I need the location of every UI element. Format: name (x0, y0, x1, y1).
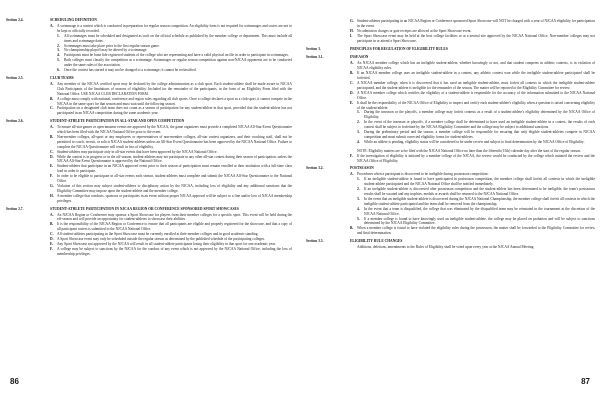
item-marker: A. (50, 125, 54, 130)
item-marker: E. (50, 164, 54, 169)
item-marker: 3. (357, 196, 360, 201)
list-item (350, 101, 595, 111)
section-body (350, 239, 595, 250)
item-marker: F. (50, 246, 53, 251)
item-marker: 4. (357, 139, 360, 144)
item-text: During the preliminary period and the season, a member college will be responsible for ensuring that only eligible student-athletes compete in NJCAA competition and must submit corrected eligibility forms for student-athletes. (364, 130, 595, 139)
section-number: Section 2.5. (6, 75, 24, 80)
item-text: Participation on a designated club team does not count as a season of participation for any student-athlete in that sport, provided that the student-athlete has not participated in an NJCAA competition during the same academic year. (57, 106, 292, 116)
item-text: All student-athletes participating in the Sport Showcase must be currently enrolled at their member colleges and in good academic standing. (57, 232, 259, 237)
list-item (350, 71, 595, 81)
section-block (306, 18, 595, 44)
section-body (350, 55, 595, 144)
section-title: STUDENT-ATHLETE PARTICIPATION IN ALL-STAR AND OPEN COMPETITION (50, 119, 185, 124)
section-number: Section 3.2. (306, 166, 324, 171)
list-item (50, 125, 292, 135)
list-item (50, 222, 292, 232)
section-number: Section 2.4. (6, 18, 24, 22)
sub-item (350, 140, 595, 145)
item-text: Any member of the NJCAA certified sport may be declared by the college administration as a club sport. Each student-athlete shall be made aware to NJCAA Club Participants of the limitations of seasons of eligibility. Included for the remainder of the participants, in the form of an Eligibility Form filed with the National Office. USE NJCAA CLUB DECLARATION FORM. (57, 81, 292, 96)
item-text: Once the contest has started it may not be changed to a scrimmage; it cannot be reclassified. (64, 68, 197, 73)
item-text: If an NJCAA member college uses an ineligible student-athlete in a contest, any athletic contest won while the ineligible student-athlete participated shall be forfeited. (357, 71, 595, 81)
list-item (50, 247, 292, 257)
item-marker: 1. (57, 33, 60, 38)
item-text: Procedures when a participant is discovered to be ineligible during postseason competition: (357, 172, 489, 177)
item-text: A scrimmage is a contest which is conducted in preparation for regular season competition. An eligibility form is not required for scrimmages and scores are not to be kept or officially recorded. (57, 23, 292, 33)
item-marker: B. (350, 226, 354, 231)
section-body (50, 76, 292, 116)
section-block (6, 76, 292, 116)
item-marker (350, 245, 357, 250)
sub-item (350, 207, 595, 217)
item-marker: 6. (57, 68, 60, 73)
section-body (350, 166, 595, 236)
section-title: STUDENT-ATHLETE PARTICIPATION IN NJCAA REGION OR CONFERENCE SPONSORED SPORT SHOWCASES (50, 206, 239, 211)
sub-item (350, 130, 595, 140)
item-text: Scrimmages must take place prior to the first regular season game. (64, 43, 160, 48)
sub-item (350, 120, 595, 130)
item-text: A NJCAA member college which certifies the eligibility of a student-athlete is responsible for the accuracy of the information submitted to the NJCAA National Office. (357, 90, 595, 100)
item-text: During the inseason or the playoffs, a member college may forfeit contests as a result of a student-athlete's eligibility determined by the NJCAA Office of Eligibility. (364, 110, 595, 120)
item-text: Additions, deletions, amendments to the Rules of Eligibility shall be voted upon every year at the NJCAA Annual Meeting. (357, 245, 535, 250)
item-marker: H. (50, 193, 54, 198)
item-marker: C. (50, 232, 54, 237)
list-item (350, 245, 595, 250)
item-text: No admission charges or gate receipts are allowed at the Sport Showcase event. (357, 28, 472, 33)
section-block (306, 166, 595, 236)
item-marker: A. (50, 81, 54, 86)
page-number-right: 87 (581, 377, 590, 386)
item-marker: 2. (57, 43, 60, 48)
sub-item (350, 110, 595, 120)
item-text: A Sport Showcase event may only be scheduled outside the regular season as determined by the published schedule of the participating colleges. (57, 237, 265, 242)
sub-item (350, 217, 595, 227)
section-body (50, 207, 292, 257)
item-text: An NJCAA member college which has an ineligible student-athlete, whether knowingly or not, and that student competes in athletic contests, is in violation of NJCAA eligibility rules. (357, 61, 595, 71)
section-body (350, 148, 595, 164)
section-body (350, 47, 595, 53)
item-text: If an ineligible student-athlete is discovered after postseason competition and the student-athlete has been determined to be ineligible, the team's postseason results shall be vacated and any trophies, medals or awards shall be returned to the NJCAA National Office. (364, 187, 595, 196)
item-text: In order to be eligible to participate in all-star events each season, student-athletes must complete and submit the NJCAA All-Star Questionnaire to the National Office. (57, 174, 292, 184)
section-number: Section 3.1. (306, 55, 324, 60)
item-text: Student-athletes may participate only in all-star events that have been approved by the NJCAA National Office. (57, 149, 218, 154)
item-marker: B. (50, 134, 54, 139)
list-item (50, 164, 292, 174)
section-block (6, 207, 292, 257)
item-text: No championship playoff may be altered by a scrimmage. (64, 48, 148, 53)
item-text: Any Sport Showcase not approved by the NJCAA will result in all student-athlete participants losing their eligibility in that sport for one academic year. (57, 241, 276, 246)
sub-item (350, 197, 595, 207)
section-block (306, 239, 595, 250)
list-item (50, 24, 292, 34)
item-marker: D. (350, 90, 354, 95)
section-title: SCHEDULING DEFINITION (50, 18, 97, 22)
list-item (50, 106, 292, 116)
item-marker: 2. (357, 187, 360, 192)
item-text: In the event that a team is disqualified, the college that was eliminated by the disqualified team may be reinstated in the tournament at the discretion of the NJCAA National Office. (364, 206, 595, 216)
item-text: A NJCAA member college, when it is discovered that it has used an ineligible student-athlete, must forfeit all contests in which the ineligible student-athlete participated, and the student-athlete is ineligible for the remainder of the season. The matter will be reported to the Eligibility Committee for review. (357, 80, 595, 90)
section-title: POSTSEASON (350, 166, 374, 171)
section-number: Section 2.6. (6, 119, 24, 124)
item-marker: A. (350, 172, 354, 177)
section-body (50, 119, 292, 203)
item-marker: 5. (57, 58, 60, 63)
sub-item (50, 68, 292, 73)
item-text: All scrimmages must be scheduled and designated as such on the official schedule as published by the member college or department. This must include all times and scrimmage dates. (64, 33, 292, 43)
item-text: Participants must be bona fide registered students of the college who are representing and have a valid physical on file in order to participate in scrimmages. (64, 53, 289, 58)
section-block (6, 18, 292, 73)
section-block (306, 47, 595, 53)
item-marker: F. (350, 153, 353, 158)
item-marker: E. (350, 100, 354, 105)
item-marker: D. (50, 237, 54, 242)
item-marker: B. (350, 71, 354, 76)
list-item (50, 213, 292, 223)
list-item (50, 155, 292, 165)
item-text: If an ineligible student-athlete is found to have participated in postseason competition, the member college shall forfeit all contests in which the ineligible student-athlete participated and the NJCAA National Office shall be notified immediately. (364, 177, 595, 187)
section-block (306, 55, 595, 144)
list-item (350, 19, 595, 29)
item-marker: A. (50, 212, 54, 217)
item-marker: F. (50, 174, 53, 179)
item-marker: 4. (57, 53, 60, 58)
item-text: It shall be the responsibility of the NJCAA Office of Eligibility to inspect and certify each student-athlete's eligibility when a question is raised concerning eligibility of the student-athlete. (357, 100, 595, 110)
sub-item (50, 34, 292, 44)
item-marker: C. (50, 149, 54, 154)
sub-item (50, 58, 292, 68)
page-number-left: 86 (10, 377, 19, 386)
item-text: Student-athletes that participate in an NJCAA approved event prior to their season of participation must remain enrolled at their institution with a full-time class load in order to participate. (57, 164, 292, 174)
section-number: Section 3. (306, 46, 321, 51)
section-block (306, 148, 595, 164)
item-text: If the investigation of eligibility is initiated by a member college of the NJCAA, the review would be conducted by the college which initiated the review and the NJCAA Office of Eligibility. (357, 153, 595, 163)
section-number (306, 18, 350, 44)
item-marker: D. (50, 154, 54, 159)
item-marker: 5. (357, 216, 360, 221)
section-number (306, 148, 350, 164)
item-marker: 4. (357, 206, 360, 211)
item-marker: H. (350, 28, 354, 33)
item-text: To ensure all-star games or open amateur events are approved by the NJCAA, the game organizers must provide a completed NJCAA All-Star Event Questionnaire which has been filed with the NJCAA National Office prior to the event. (57, 125, 292, 135)
list-item (350, 226, 595, 236)
item-text: When a member college is found to have violated the eligibility rules during the postseason, the matter shall be forwarded to the Eligibility Committee for review and final determination. (357, 226, 595, 236)
item-marker: G. (350, 19, 354, 23)
section-number: Section 2.7. (6, 206, 24, 211)
list-item (350, 91, 595, 101)
item-marker: I. (350, 33, 353, 38)
list-item (50, 194, 292, 204)
item-marker: C. (350, 80, 354, 85)
list-item (350, 154, 595, 164)
left-page (6, 18, 292, 390)
section-number: Section 3.3. (306, 239, 324, 244)
item-text: NOTE: Eligibility matters are to be filed with the NJCAA National Office no later than the fifteenth (15th) calendar day after the start of the regular season. (357, 148, 581, 153)
list-item (50, 135, 292, 150)
item-text: In the event of the inseason or playoffs, if a member college shall be determined to have used an ineligible student-athlete in a contest, the results of each contest shall be subject to forfeiture by the NJCAA Eligibility Committee and the college may be subject to additional sanctions. (364, 120, 595, 130)
item-text: Student-athletes participating in an NJCAA Region or Conference sponsored Sport Showcase will NOT be charged with a year of NJCAA eligibility for participation in the event. (357, 19, 595, 28)
item-text: It is the responsibility of the NJCAA Region or Conference to ensure that all participants are eligible and properly registered for the showcase, and that a copy of all participant rosters is submitted to the NJCAA National Office. (57, 222, 292, 232)
item-marker: B. (50, 96, 54, 101)
list-item (350, 81, 595, 91)
item-marker: B. (50, 222, 54, 227)
item-marker: A. (50, 23, 54, 28)
item-marker: 3. (357, 130, 360, 135)
item-text: A college may be subject to sanctions by the NJCAA for the conduct of any event which is not approved by the NJCAA National Office, including the loss of membership privileges. (57, 246, 292, 256)
item-marker: A. (350, 61, 354, 66)
section-body (50, 18, 292, 73)
item-marker: E. (50, 241, 54, 246)
item-text: Violation of this section may subject student-athletes to disciplinary action by the NJCAA, including loss of eligibility and any additional sanctions that the Eligibility Committee may impose upon the student-athlete and the member college. (57, 184, 292, 193)
item-marker: C. (50, 106, 54, 111)
list-item (50, 97, 292, 107)
right-page (306, 18, 595, 390)
item-marker: 1. (357, 110, 360, 115)
section-title: INSEASON (350, 55, 369, 60)
item-text: Non-member colleges, all-sport or any employees or representatives of non-member colleges, all-star contest organizers, and their coaching staff, shall not be permitted to coach, recruit, or solicit NJCAA student-athletes unless an All-Star Event Questionnaire has been approved by the NJCAA National Office. Failure to complete the NJCAA Questionnaire will result in loss of eligibility. (57, 134, 292, 149)
section-body (350, 18, 595, 44)
item-marker: 3. (57, 48, 60, 53)
sub-item (350, 177, 595, 187)
list-item (50, 184, 292, 194)
item-marker: 2. (357, 120, 360, 125)
list-item (350, 61, 595, 71)
item-text: A member college that conducts, sponsors or participates in an event without proper NJCAA approval will be subject to a fine and/or loss of NJCAA membership privileges. (57, 193, 292, 203)
item-text: Both colleges must classify the competition as a scrimmage. Scrimmages or regular season competition against non-NJCAA opponents are to be conducted under the same rules of the association. (64, 58, 292, 68)
list-item (350, 34, 595, 44)
sub-item (350, 187, 595, 197)
item-text: An NJCAA Region or Conference may sponsor a Sport Showcase for players from their member colleges for a specific sport. This event will be held during the off-season and will provide an opportunity for student-athletes to showcase their abilities. (57, 212, 292, 222)
item-marker: G. (50, 184, 54, 188)
item-text: A college must comply with national, conference and region rules regarding all club sports. Once a college declares a sport as a club sport, it cannot compete in the NJCAA in the same sport for that season and must wait until the following season. (57, 96, 292, 106)
item-marker: 1. (357, 177, 360, 182)
item-text: While an athlete is pending, eligibility status will be considered to be under review and subject to final determination by the NJCAA Office of Eligibility. (364, 139, 585, 144)
list-item (50, 82, 292, 97)
section-title: PRINCIPLES FOR REGULATION OF ELIGIBILITY RULES (350, 46, 448, 51)
list-item (50, 174, 292, 184)
section-block (6, 119, 292, 203)
item-text: In the event that an ineligible student-athlete is discovered during the NJCAA National Championship, the member college shall forfeit all contests in which the ineligible student-athlete participated and the team shall be removed from the championship. (364, 196, 595, 206)
item-text: The Sport Showcase event may be held at the host college facilities or at a neutral site approved by the NJCAA National Office. Non-member colleges may not participate in or attend a Sport Showcase. (357, 33, 595, 43)
item-text: While the contest is in progress or in the off-season, student-athletes may not participate in any other all-star contest during their season of participation, unless the NJCAA All-Star Event Questionnaire is approved by the National Office. (57, 154, 292, 164)
section-title: CLUB TEAMS (50, 75, 74, 80)
section-title: ELIGIBILITY RULE CHANGES (350, 239, 403, 244)
item-text: If a member college is found to have knowingly used an ineligible student-athlete, the college may be placed on probation and will be subject to sanctions determined by the NJCAA Eligibility Committee. (364, 216, 595, 226)
